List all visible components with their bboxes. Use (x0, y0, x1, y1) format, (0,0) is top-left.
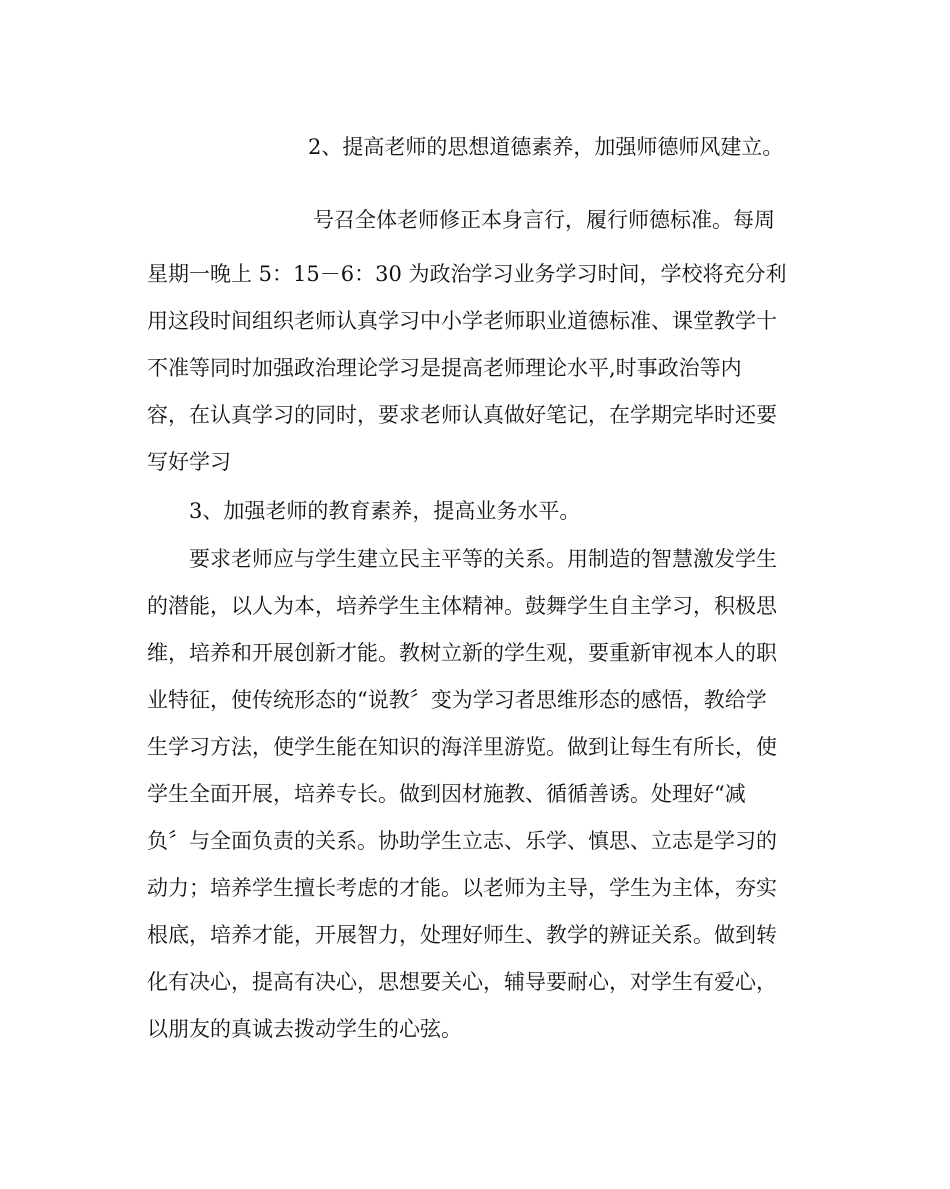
text-line: 根底，培养才能，开展智力，处理好师生、教学的辨证关系。做到转 (147, 923, 777, 947)
text-line: 不准等同时加强政治理论学习是提高老师理论水平,时事政治等内 (147, 356, 742, 380)
text-line: 容，在认真学习的同时，要求老师认真做好笔记，在学期完毕时还要 (147, 403, 777, 427)
text-line: 的潜能，以人为本，培养学生主体精神。鼓舞学生自主学习，积极思 (147, 594, 777, 618)
text-line: 号召全体老师修正本身言行，履行师德标准。每周 (313, 208, 775, 232)
text-line: 写好学习 (147, 450, 231, 474)
text-line: 业特征，使传统形态的“说教〞变为学习者思维形态的感悟，教给学 (147, 688, 767, 712)
text-line: 负〞与全面负责的关系。协助学生立志、乐学、慎思、立志是学习的 (147, 829, 777, 853)
heading-3: 3、加强老师的教育素养，提高业务水平。 (189, 499, 581, 523)
text-line: 动力；培养学生擅长考虑的才能。以老师为主导，学生为主体，夯实 (147, 876, 777, 900)
text-line: 要求老师应与学生建立民主平等的关系。用制造的智慧激发学生 (189, 547, 777, 571)
text-line: 维，培养和开展创新才能。教树立新的学生观，要重新审视本人的职 (147, 641, 777, 665)
text-line: 以朋友的真诚去拨动学生的心弦。 (147, 1017, 462, 1041)
text-line: 化有决心，提高有决心，思想要关心，辅导要耐心，对学生有爱心， (147, 970, 777, 994)
text-line: 用这段时间组织老师认真学习中小学老师职业道德标准、课堂教学十 (147, 309, 777, 333)
text-line: 生学习方法，使学生能在知识的海洋里游览。做到让每生有所长，使 (147, 735, 777, 759)
text-line: 星期一晚上 5：15－6：30 为政治学习业务学习时间，学校将充分利 (147, 262, 787, 286)
text-line: 学生全面开展，培养专长。做到因材施教、循循善诱。处理好“减 (147, 782, 746, 806)
heading-2: 2、提高老师的思想道德素养，加强师德师风建立。 (308, 135, 784, 159)
